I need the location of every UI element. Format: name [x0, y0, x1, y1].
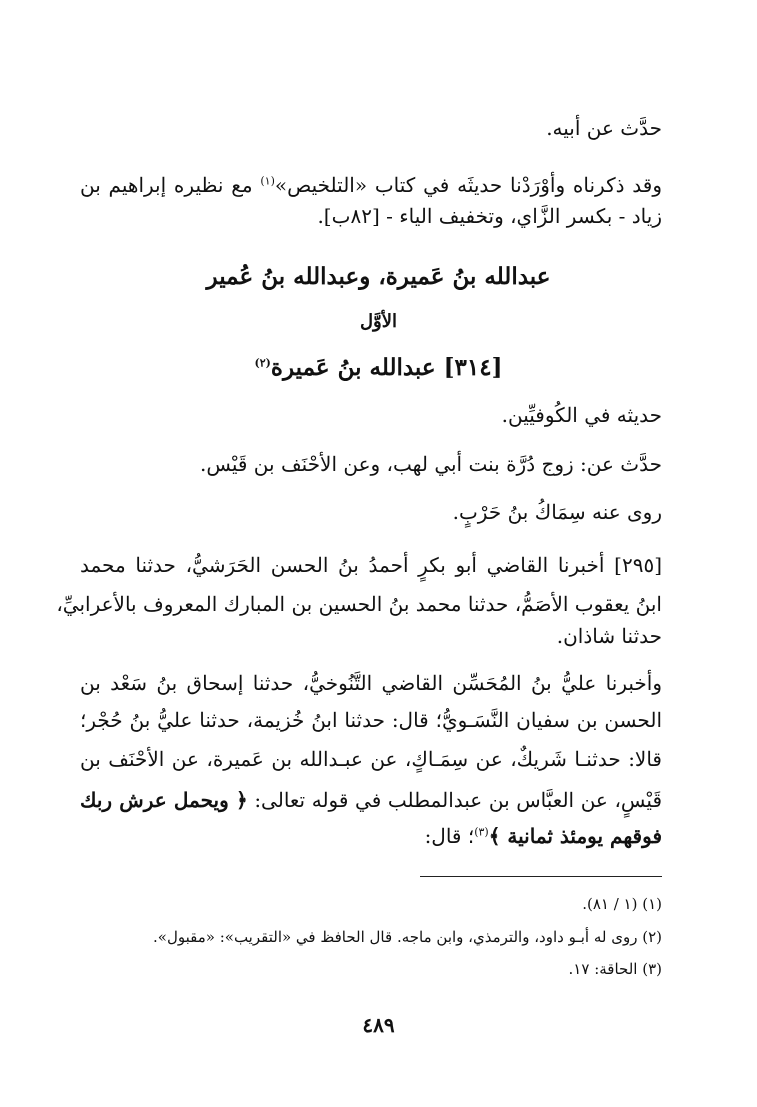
- intro-line-1: [80, 113, 662, 143]
- section-heading: [0, 261, 757, 293]
- hadith-text-1: [٢٩٥] أخبرنا القاضي أبو بكرٍ أحمدُ بنُ الحسن الحَرَشيُّ، حدثنا محمد: [80, 553, 662, 577]
- footnote-text-2: (٢) روى له أبـو داود، والترمذي، وابن ماجه. قال الحافظ في «التقريب»: «مقبول».: [153, 928, 662, 946]
- chain-text-3: قالا: حدثنـا شَريكٌ، عن سِمَـاكٍ، عن عبـدالله بن عَميرة، عن الأحْنَف بن: [80, 747, 662, 771]
- quran-quote-start: ﴿ ويحمل عرش ربك: [80, 788, 248, 812]
- chain-line-5: [80, 821, 662, 851]
- entry-heading: [0, 352, 757, 384]
- intro-text-3: زياد - بكسر الزَّاي، وتخفيف الياء - [٨٢ب].: [317, 204, 662, 228]
- intro-line-2: [80, 170, 662, 200]
- entry-heading-text: [٣١٤] عبدالله بنُ عَميرة: [270, 354, 503, 381]
- page-number: [0, 1012, 757, 1038]
- entry-text-1: حديثه في الكُوفيِّين.: [501, 403, 662, 427]
- section-subheading-text: الأوَّل: [359, 311, 398, 332]
- intro-text-2-tail: مع نظيره إبراهيم بن: [80, 173, 253, 197]
- hadith-line-1: [80, 550, 662, 580]
- section-subheading: [0, 308, 757, 336]
- intro-line-3: [80, 201, 662, 231]
- entry-line-1: [80, 400, 662, 430]
- intro-text-2: وقد ذكرناه وأوْرَدْنا حديثَه في كتاب «التلخيص»: [274, 173, 662, 197]
- footnote-ref-3: (٣): [474, 825, 489, 839]
- page-number-text: ٤٨٩: [362, 1013, 395, 1037]
- intro-text-1: حدَّث عن أبيه.: [546, 116, 662, 140]
- entry-line-2: [80, 449, 662, 479]
- chain-line-4: [80, 785, 662, 815]
- footnote-ref-1: (١): [260, 174, 275, 188]
- hadith-text-2: ابنُ يعقوب الأصَمُّ، حدثنا محمد بنُ الحسين بن المبارك المعروف بالأعرابيِّ،: [56, 592, 662, 616]
- entry-line-3: [80, 497, 662, 527]
- section-heading-text: عبدالله بنُ عَميرة، وعبدالله بنُ عُمير: [206, 263, 551, 290]
- chain-text-1: وأخبرنا عليُّ بنُ المُحَسِّن القاضي التَّنُوخيُّ، حدثنا إسحاق بنُ سَعْد بن: [80, 671, 662, 695]
- chain-text-2: الحسن بن سفيان النَّسَـويُّ؛ قال: حدثنا ابنُ خُزيمة، حدثنا عليُّ بنُ حُجْر؛: [80, 708, 662, 732]
- entry-text-3: روى عنه سِمَاكُ بنُ حَرْبٍ.: [452, 500, 662, 524]
- footnote-3: [80, 958, 662, 980]
- chain-line-3: [80, 744, 662, 774]
- footnote-text-1: (١) (١ / ٨١).: [582, 895, 662, 913]
- entry-text-2: حدَّث عن: زوج دُرَّة بنت أبي لهب، وعن الأحْنَف بن قَيْس.: [200, 452, 662, 476]
- hadith-line-3: [80, 621, 662, 651]
- hadith-line-2: [56, 589, 662, 619]
- hadith-text-3: حدثنا شاذان.: [556, 624, 662, 648]
- chain-line-2: [80, 705, 662, 735]
- quran-quote-end: فوقهم يومئذ ثمانية ﴾: [488, 824, 662, 848]
- chain-line-1: [80, 668, 662, 698]
- footnote-text-3: (٣) الحاقة: ١٧.: [568, 960, 662, 978]
- chain-text-5: ؛ قال:: [424, 824, 475, 848]
- footnote-divider: [420, 876, 662, 877]
- chain-text-4: قَيْسٍ، عن العبَّاس بن عبدالمطلب في قوله تعالى:: [254, 788, 663, 812]
- footnote-2: [80, 926, 662, 948]
- footnote-1: [80, 893, 662, 915]
- footnote-ref-2: (٢): [254, 356, 271, 370]
